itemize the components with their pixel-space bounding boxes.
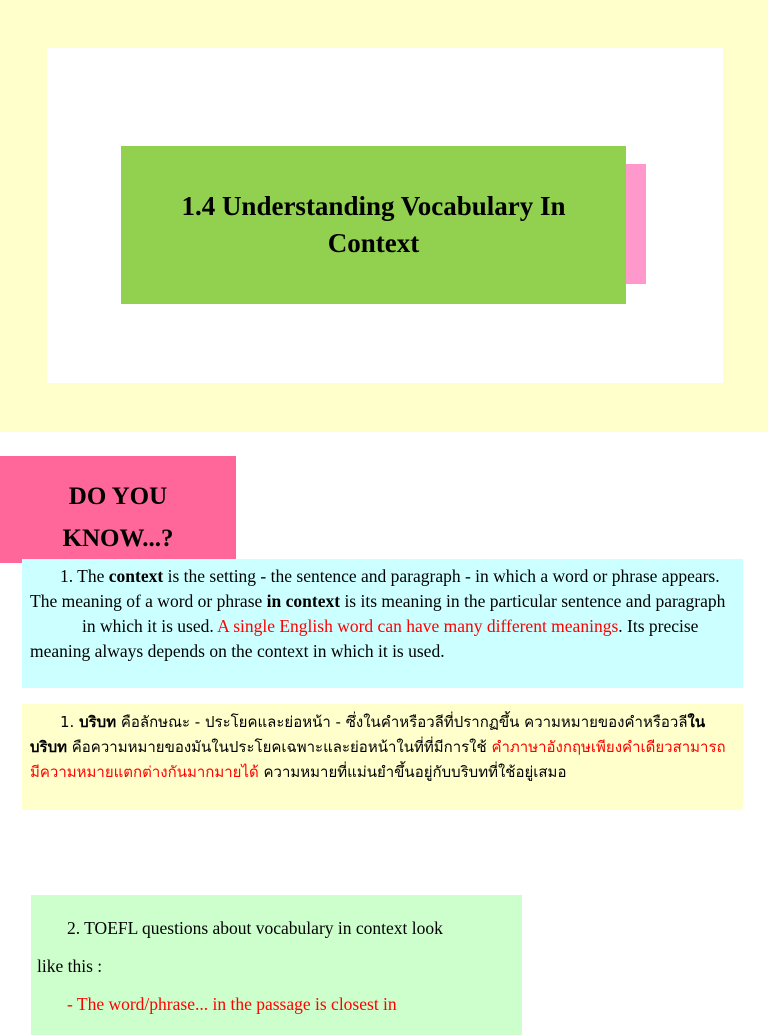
title-box	[121, 146, 626, 304]
p1th-num: 1.	[60, 713, 80, 731]
p1-num: 1. The	[60, 566, 109, 586]
p2-line-1	[37, 909, 512, 947]
point-1-thai	[22, 704, 743, 810]
p1th-text-b: คือความหมายของมันในประโยคเฉพาะและย่อหน้าในที่ที่มีการใช้	[67, 738, 492, 756]
p1th-highlight: คำภาษาอังกฤษเพียงคำเดียวสามารถมีความหมายแตกต่างกันมากมายได้	[30, 738, 726, 781]
p1-term-context: context	[108, 566, 164, 586]
p1th-term-2: ในบริบท	[30, 713, 706, 756]
callout-text: DO YOU KNOW...?	[62, 483, 174, 552]
do-you-know-callout	[0, 456, 236, 563]
p1th-text-c: ความหมายที่แม่นยำขึ้นอยู่กับบริบทที่ใช้อยู่เสมอ	[258, 763, 567, 781]
point-1-english	[22, 559, 743, 688]
p2-example-text: - The word/phrase... in the passage is closest in	[67, 994, 397, 1014]
p1-text-b: is its meaning in the particular sentence and paragraph	[340, 591, 726, 611]
slide-title: 1.4 Understanding Vocabulary In Context	[181, 191, 566, 258]
title-accent-tab	[624, 164, 646, 284]
p1-term-in-context: in context	[266, 591, 341, 611]
p1th-term-1: บริบท	[79, 713, 117, 731]
p1-text-d: . Its precise meaning always depends on the context in which it is used.	[30, 616, 699, 661]
p2-example	[37, 985, 512, 1023]
p2-line-1-text: 2. TOEFL questions about vocabulary in context look	[67, 918, 443, 938]
p1-text-c: in which it is used.	[82, 616, 218, 636]
p1-text-a: is the setting - the sentence and paragraph - in which a word or phrase appears. The meaning of a word or phrase	[30, 566, 720, 611]
p2-line-2: like this :	[37, 956, 103, 976]
point-2-toefl	[31, 895, 522, 1035]
p1-highlight: A single English word can have many different meanings	[217, 616, 619, 636]
p1th-text-a: คือลักษณะ - ประโยคและย่อหน้า - ซึ่งในคำหรือวลีที่ปรากฏขึ้น ความหมายของคำหรือวลี	[116, 713, 688, 731]
